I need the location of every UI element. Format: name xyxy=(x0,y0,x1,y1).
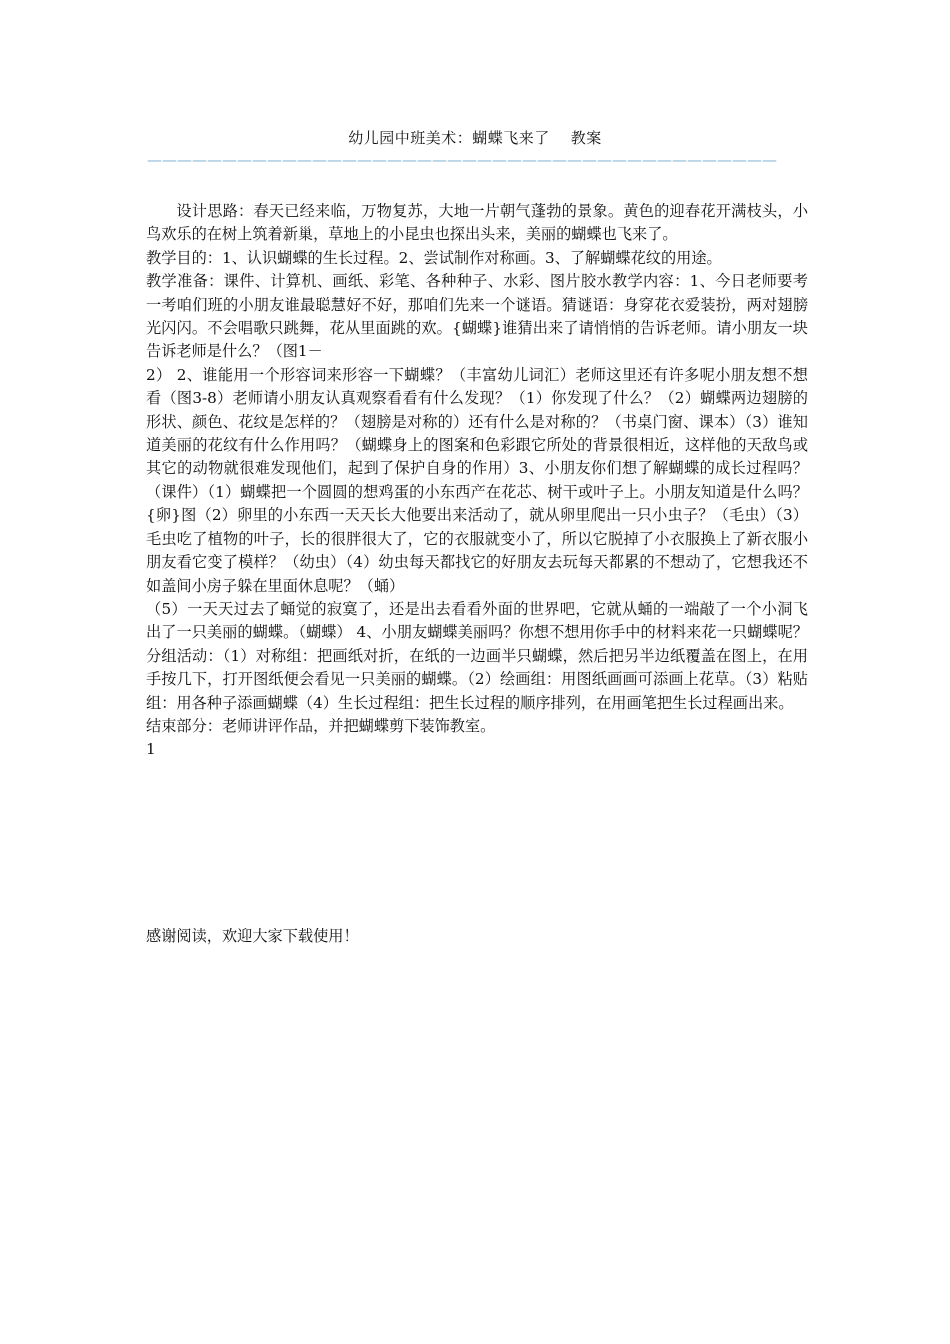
paragraph-group-activity: （5）一天天过去了蛹觉的寂寞了，还是出去看看外面的世界吧，它就从蛹的一端敲了一个小洞飞出了一只美丽的蝴蝶。（蝴蝶） 4、小朋友蝴蝶美丽吗？你想不想用你手中的材料来花一只蝴蝶呢？分组活动：（1）对称组：把画纸对折，在纸的一边画半只蝴蝶，然后把另半边纸覆盖在图上，在用手按几下，打开图纸便会看见一只美丽的蝴蝶。（2）绘画组：用图纸画画可添画上花草。（3）粘贴组：用各种子添画蝴蝶（4）生长过程组：把生长过程的顺序排列，在用画笔把生长过程画出来。 xyxy=(146,599,808,712)
title-divider: —————————————————————————————————————————— xyxy=(147,151,777,169)
paragraph-teaching-goals: 教学目的：1、认识蝴蝶的生长过程。2、尝试制作对称画。3、了解蝴蝶花纹的用途。 xyxy=(146,248,722,267)
paragraph-conclusion: 结束部分：老师讲评作品，并把蝴蝶剪下装饰教室。 xyxy=(146,716,496,735)
document-title: 幼儿园中班美术：蝴蝶飞来了 教案 xyxy=(348,129,602,147)
paragraph-teaching-prep: 教学准备：课件、计算机、画纸、彩笔、各种种子、水彩、图片胶水教学内容：1、今日老师要考一考咱们班的小朋友谁最聪慧好不好，那咱们先来一个谜语。猜谜语：身穿花衣爱装扮，两对翅膀光闪闪。不会唱歌只跳舞，花从里面跳的欢。{蝴蝶}谁猜出来了请悄悄的告诉老师。请小朋友一块告诉老师是什么？（图1－ xyxy=(146,272,808,361)
document-body xyxy=(146,200,808,762)
page-number: 1 xyxy=(146,740,156,759)
footer-thanks: 感谢阅读，欢迎大家下载使用！ xyxy=(146,927,359,945)
paragraph-activity-steps: 2） 2、谁能用一个形容词来形容一下蝴蝶？（丰富幼儿词汇）老师这里还有许多呢小朋友想不想看（图3-8）老师请小朋友认真观察看看有什么发现？（1）你发现了什么？（2）蝴蝶两边翅膀的形状、颜色、花纹是怎样的？（翅膀是对称的）还有什么是对称的？（书桌门窗、课本）（3）谁知道美丽的花纹有什么作用吗？（蝴蝶身上的图案和色彩跟它所处的背景很相近，这样他的天敌鸟或其它的动物就很难发现他们，起到了保护自身的作用）3、小朋友你们想了解蝴蝶的成长过程吗？（课件）（1）蝴蝶把一个圆圆的想鸡蛋的小东西产在花芯、树干或叶子上。小朋友知道是什么吗？{卵}图（2）卵里的小东西一天天长大他要出来活动了，就从卵里爬出一只小虫子？（毛虫）（3）毛虫吃了植物的叶子，长的很胖很大了，它的衣服就变小了，所以它脱掉了小衣服换上了新衣服小朋友看它变了模样？（幼虫）（4）幼虫每天都找它的好朋友去玩每天都累的不想动了，它想我还不如盖间小房子躲在里面休息呢？（蛹） xyxy=(146,365,808,595)
paragraph-design-idea: 设计思路：春天已经来临，万物复苏，大地一片朝气蓬勃的景象。黄色的迎春花开满枝头，小鸟欢乐的在树上筑着新巢，草地上的小昆虫也探出头来，美丽的蝴蝶也飞来了。 xyxy=(146,202,808,244)
